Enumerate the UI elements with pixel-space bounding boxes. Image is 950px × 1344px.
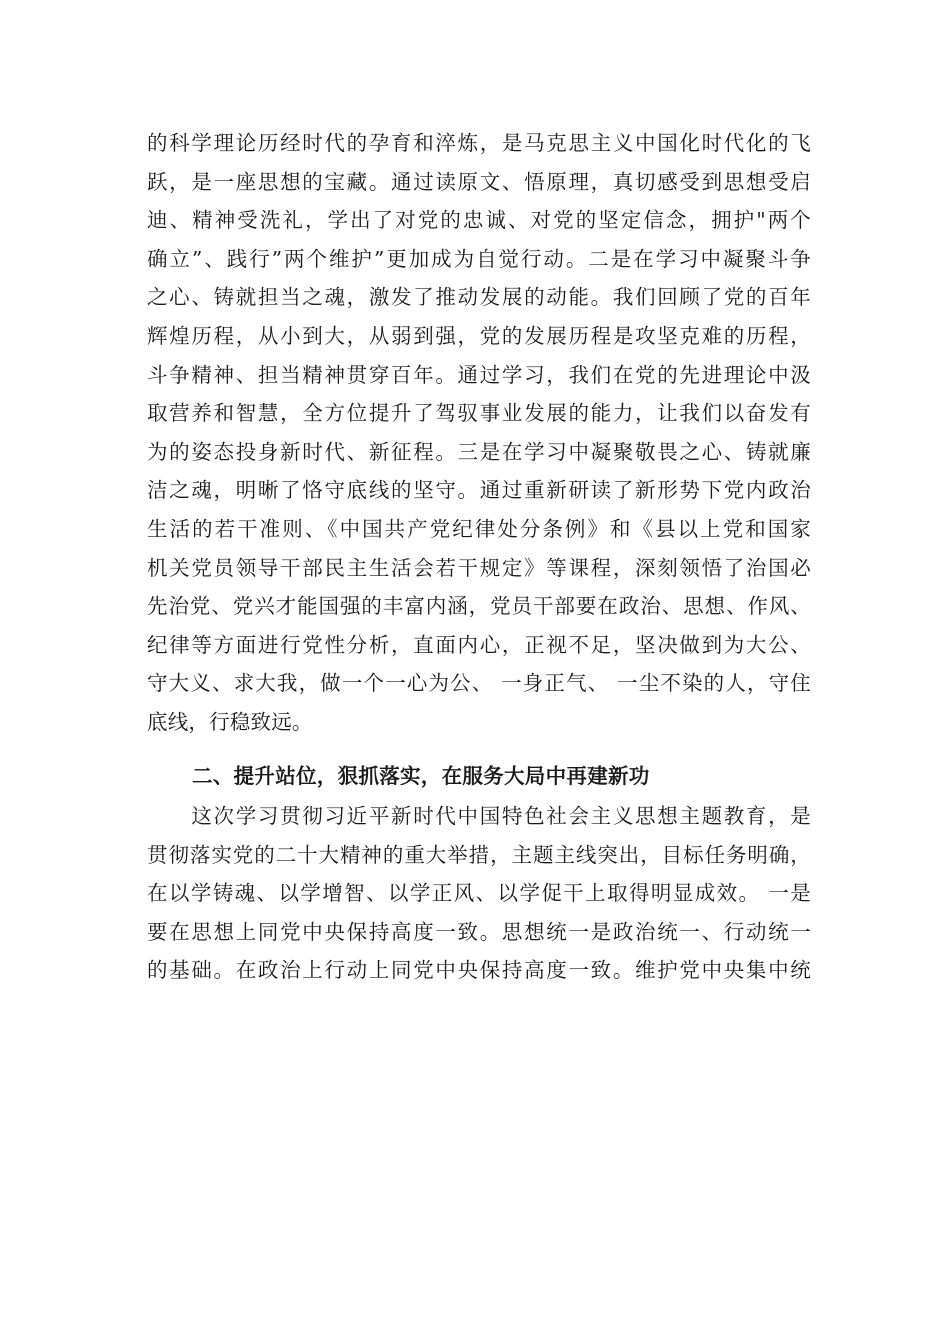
text-line: 确立”、践行”两个维护”更加成为自觉行动。二是在学习中凝聚斗争 — [147, 246, 811, 271]
text-line: 生活的若干准则、《中国共产党纪律处分条例》和《县以上党和国家 — [147, 516, 811, 541]
text-line: 在以学铸魂、以学增智、以学正风、以学促干上取得明显成效。 一是 — [147, 881, 811, 906]
text-line: 取营养和智慧，全方位提升了驾驭事业发展的能力，让我们以奋发有 — [147, 401, 811, 426]
text-line: 的科学理论历经时代的孕育和淬炼，是马克思主义中国化时代化的飞 — [147, 131, 811, 155]
text-line: 为的姿态投身新时代、新征程。三是在学习中凝聚敬畏之心、铸就廉 — [147, 439, 811, 464]
document-body — [147, 124, 811, 990]
text-line: 要在思想上同党中央保持高度一致。思想统一是政治统一、行动统一 — [147, 919, 811, 944]
text-line: 洁之魂，明晰了恪守底线的坚守。通过重新研读了新形势下党内政治 — [147, 478, 811, 503]
text-line: 之心、铸就担当之魂，激发了推动发展的动能。我们回顾了党的百年 — [147, 285, 811, 310]
text-line: 斗争精神、担当精神贯穿百年。通过学习，我们在党的先进理论中汲 — [147, 362, 811, 387]
text-line: 辉煌历程，从小到大，从弱到强，党的发展历程是攻坚克难的历程， — [147, 323, 811, 348]
text-line: 的基础。在政治上行动上同党中央保持高度一致。维护党中央集中统 — [147, 958, 811, 983]
text-line: 机关党员领导干部民主生活会若干规定》等课程，深刻领悟了治国必 — [147, 555, 811, 580]
paragraph-1 — [147, 124, 811, 742]
text-line: 底线，行稳致远。 — [147, 709, 313, 734]
text-line: 贯彻落实党的二十大精神的重大举措，主题主线突出，目标任务明确， — [147, 842, 811, 867]
text-line: 先治党、党兴才能国强的丰富内涵，党员干部要在政治、思想、作风、 — [147, 594, 811, 619]
text-line: 迪、精神受洗礼，学出了对党的忠诚、对党的坚定信念，拥护"两个 — [147, 208, 811, 233]
text-line: 跃，是一座思想的宝藏。通过读原文、悟原理，真切感受到思想受启 — [147, 169, 811, 194]
text-line: 纪律等方面进行党性分析，直面内心，正视不足，坚决做到为大公、 — [147, 632, 811, 657]
text-line: 守大义、求大我，做一个一心为公、 一身正气、 一尘不染的人，守住 — [147, 671, 811, 696]
text-line: 这次学习贯彻习近平新时代中国特色社会主义思想主题教育，是 — [147, 804, 811, 829]
paragraph-2 — [147, 797, 811, 990]
section-heading: 二、提升站位，狠抓落实，在服务大局中再建新功 — [192, 763, 650, 788]
